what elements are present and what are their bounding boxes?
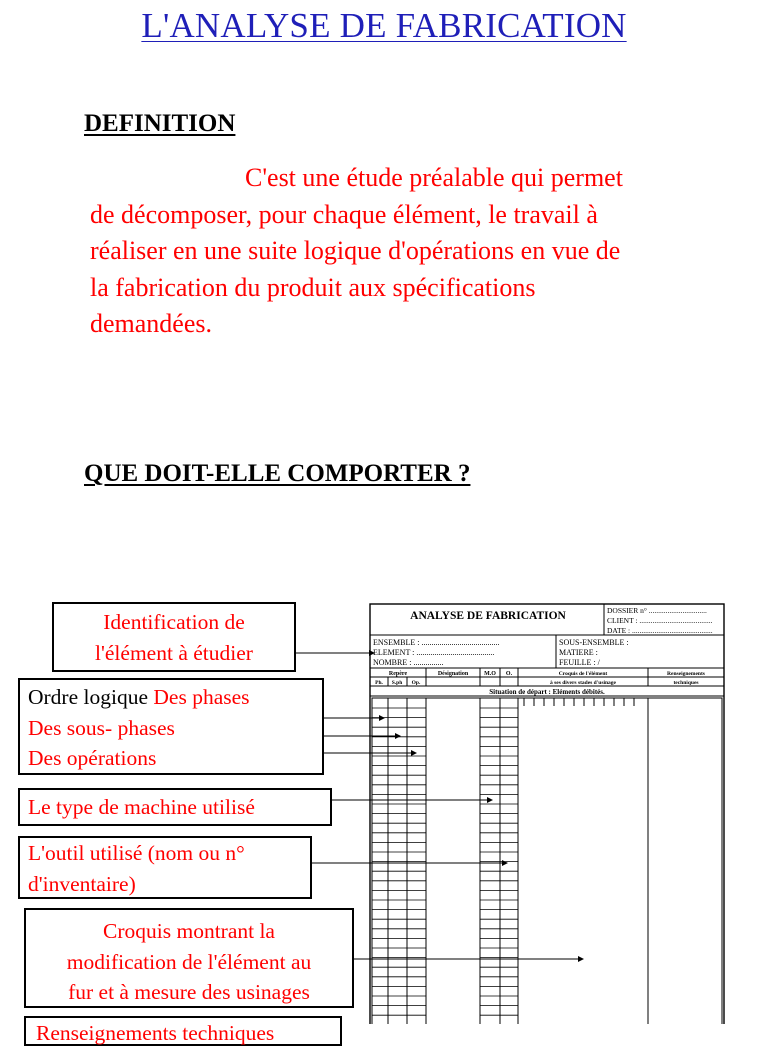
form-title: ANALYSE DE FABRICATION bbox=[410, 610, 566, 622]
form-ensemble: ENSEMBLE : ....................................... bbox=[373, 638, 500, 647]
callout-line: L'outil utilisé (nom ou n° bbox=[28, 841, 245, 865]
col-op: Op. bbox=[411, 680, 421, 686]
definition-line: réaliser en une suite logique d'opérations en vue de bbox=[90, 236, 621, 265]
form-matiere: MATIERE : bbox=[559, 648, 598, 657]
ordre-item: Des opérations bbox=[28, 746, 157, 770]
callout-identification bbox=[52, 602, 296, 672]
col-repere: Repère bbox=[388, 671, 408, 677]
col-renseignements-2: techniques bbox=[673, 680, 699, 686]
form-sous-ensemble: SOUS-ENSEMBLE : bbox=[559, 638, 629, 647]
col-renseignements-1: Renseignements bbox=[667, 671, 705, 677]
form-client: CLIENT : ....................................... bbox=[607, 616, 713, 625]
form-situation: Situation de départ : Eléments débités. bbox=[489, 688, 605, 696]
form-dossier: DOSSIER n° ............................... bbox=[607, 606, 707, 615]
definition-heading: DEFINITION bbox=[84, 110, 236, 137]
col-designation: Désignation bbox=[437, 671, 469, 677]
callout-line: d'inventaire) bbox=[28, 871, 136, 896]
definition-line: la fabrication du produit aux spécifications bbox=[90, 272, 536, 302]
definition-line: demandées. bbox=[90, 309, 213, 338]
col-croquis-2: à ses divers stades d'usinage bbox=[549, 680, 617, 686]
callout-machine: Le type de machine utilisé bbox=[18, 788, 332, 826]
col-ph: Ph. bbox=[375, 680, 383, 686]
form-nombre: NOMBRE : ............... bbox=[373, 658, 444, 667]
col-sph: S.ph bbox=[391, 680, 403, 686]
callout-line: fur et à mesure des usinages bbox=[68, 980, 310, 1004]
ordre-prefix: Ordre logique bbox=[28, 685, 149, 709]
ordre-item: Des sous- phases bbox=[28, 715, 175, 740]
callout-line: l'élément à étudier bbox=[95, 640, 253, 665]
col-croquis-1: Croquis de l'élément bbox=[558, 671, 608, 677]
callout-renseignements: Renseignements techniques bbox=[24, 1016, 342, 1046]
col-mo: M.O bbox=[484, 671, 496, 677]
callout-line: modification de l'élément au bbox=[66, 949, 312, 974]
form-feuille: FEUILLE : / bbox=[559, 658, 600, 667]
col-o: O. bbox=[505, 671, 513, 677]
question-heading: QUE DOIT-ELLE COMPORTER ? bbox=[84, 460, 471, 487]
form-date: DATE : ........................................... bbox=[607, 626, 713, 635]
callout-line: Croquis montrant la bbox=[103, 919, 275, 943]
definition-line: C'est une étude préalable qui permet bbox=[245, 163, 623, 192]
callout-croquis bbox=[24, 908, 354, 1008]
callout-line: Identification de bbox=[103, 610, 245, 634]
definition-line: de décomposer, pour chaque élément, le travail à bbox=[90, 199, 598, 229]
callout-ordre-logique bbox=[18, 678, 324, 775]
page-title: L'ANALYSE DE FABRICATION bbox=[141, 6, 627, 45]
ordre-item: Des phases bbox=[153, 685, 250, 709]
form-element: ELEMENT : ....................................... bbox=[373, 648, 495, 657]
callout-outil bbox=[18, 836, 312, 899]
